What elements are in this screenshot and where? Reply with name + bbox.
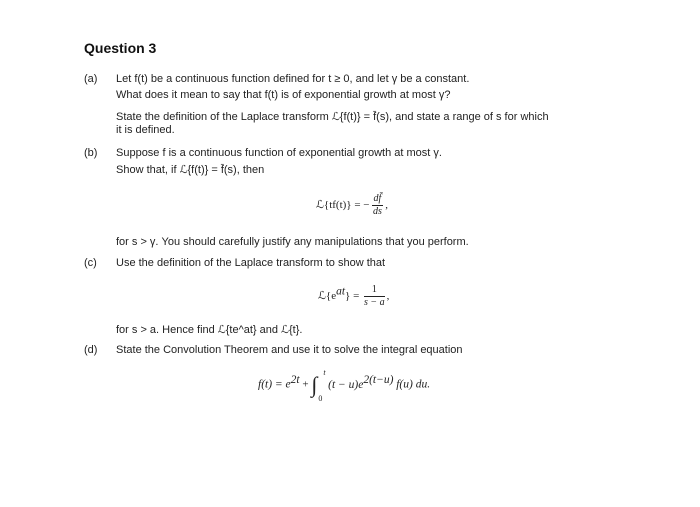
integral-sign: ∫ t 0 [311,368,326,403]
integral-upper-limit: t [323,368,326,377]
part-b-line1: Suppose f is a continuous function of exponential growth at most γ. [116,147,442,159]
part-b-line2: Show that, if ℒ{f(t)} = f̄(s), then [116,164,265,176]
part-c-eq-fraction [364,284,385,309]
part-d-eq-plus: + [302,378,309,391]
part-a-line1: Let f(t) be a continuous function defined for t ≥ 0, and let γ be a constant. [116,73,470,85]
part-b-eq-fraction [372,193,384,218]
part-c-eq-lhs-pre: ℒ{e [318,290,337,303]
part-a-line4: it is defined. [116,124,175,136]
part-d-eq-pre: f(t) = e [258,378,291,391]
part-c-line2: for s > a. Hence find ℒ{te^at} and ℒ{t}. [116,324,303,336]
part-c-eq-tail: , [386,290,390,303]
part-a-label: (a) [84,73,98,85]
part-c-eq-lhs-post: } = [345,290,360,303]
part-d-eq-body-post: f(u) du. [396,378,431,391]
part-b-equation [316,193,388,218]
integral-lower-limit: 0 [318,394,323,403]
part-c-label: (c) [84,257,97,269]
part-c-eq-lhs-sup: at [336,285,346,298]
part-d-eq-pre-sup: 2t [290,373,300,386]
part-d-equation [258,368,431,406]
part-b-eq-lhs: ℒ{tf(t)} = − [316,199,370,212]
part-d-label: (d) [84,344,98,356]
part-a-line2: What does it mean to say that f(t) is of exponential growth at most γ? [116,89,451,101]
part-d-line1: State the Convolution Theorem and use it to solve the integral equation [116,344,463,356]
part-c-line1: Use the definition of the Laplace transform to show that [116,257,386,269]
part-b-label: (b) [84,147,98,159]
part-c-eq-numerator: 1 [364,284,385,297]
part-b-eq-tail: , [385,199,389,212]
part-b-line3: for s > γ. You should carefully justify any manipulations that you perform. [116,236,469,248]
part-d-eq-body: (t − u)e [328,378,364,391]
question-title: Question 3 [84,40,157,56]
part-a-line3: State the definition of the Laplace transform ℒ{f(t)} = f̄(s), and state a range of s for which [116,111,549,123]
part-d-eq-body-sup: 2(t−u) [363,373,394,386]
part-c-equation [318,284,389,309]
part-b-eq-numerator: df̄ [373,193,382,204]
part-c-eq-denominator: s − a [364,297,385,308]
part-b-eq-denominator: ds [372,206,382,217]
